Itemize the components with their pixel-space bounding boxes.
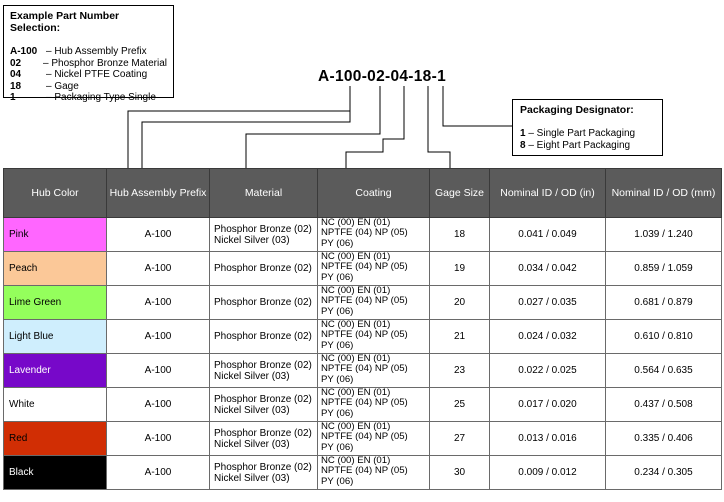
example-desc: – Phosphor Bronze Material: [43, 57, 167, 69]
example-desc: – Hub Assembly Prefix: [46, 46, 147, 57]
example-row: [10, 69, 167, 81]
id-od-mm-cell: 0.610 / 0.810: [606, 320, 722, 354]
material-cell: [210, 354, 318, 388]
example-part-number-box: [3, 5, 174, 104]
packaging-code: 8: [520, 140, 526, 151]
column-header: Hub Assembly Prefix: [107, 169, 210, 218]
table-row: [4, 456, 722, 490]
coating-line: PY (06): [321, 407, 354, 419]
connector-material: [246, 86, 380, 168]
table-row: [4, 286, 722, 320]
hub-color-cell: Lime Green: [4, 286, 107, 320]
material-line: Phosphor Bronze (02): [214, 331, 312, 342]
id-od-mm-cell: 1.039 / 1.240: [606, 218, 722, 252]
gage-cell: 30: [430, 456, 490, 490]
material-line: Phosphor Bronze (02): [214, 297, 312, 308]
example-code: 18: [10, 80, 22, 92]
coating-line: PY (06): [321, 373, 354, 385]
material-cell: [210, 320, 318, 354]
coating-line: NPTFE (04) NP (05): [321, 295, 408, 307]
material-line: Phosphor Bronze (02): [214, 461, 312, 473]
packaging-row: [520, 140, 655, 152]
table-row: [4, 422, 722, 456]
coating-cell: [318, 354, 430, 388]
coating-line: NPTFE (04) NP (05): [321, 431, 408, 443]
example-desc: – Nickel PTFE Coating: [46, 69, 148, 81]
coating-cell: [318, 422, 430, 456]
packaging-desc: – Eight Part Packaging: [525, 140, 631, 151]
example-title: Example Part Number Selection:: [10, 10, 120, 34]
coating-line: PY (06): [321, 441, 354, 453]
material-line: Phosphor Bronze (02): [214, 263, 312, 274]
id-od-in-cell: 0.041 / 0.049: [490, 218, 606, 252]
coating-cell: [318, 456, 430, 490]
coating-line: NC (00) EN (01): [321, 387, 391, 398]
example-row: [10, 92, 167, 104]
column-header: Nominal ID / OD (in): [490, 169, 606, 218]
coating-line: NPTFE (04) NP (05): [321, 261, 408, 273]
hub-spec-table: [3, 168, 722, 490]
material-cell: [210, 252, 318, 286]
prefix-cell: A-100: [107, 388, 210, 422]
coating-line: NC (00) EN (01): [321, 251, 391, 262]
table-row: [4, 354, 722, 388]
table-body: [4, 218, 722, 490]
prefix-cell: A-100: [107, 252, 210, 286]
prefix-cell: A-100: [107, 456, 210, 490]
coating-line: PY (06): [321, 305, 354, 317]
example-row: [10, 46, 167, 58]
coating-line: NC (00) EN (01): [321, 319, 391, 330]
packaging-designator-box: [512, 99, 663, 156]
table-header-row: [4, 169, 722, 218]
material-line: Phosphor Bronze (02): [214, 427, 312, 439]
id-od-in-cell: 0.017 / 0.020: [490, 388, 606, 422]
material-line: Phosphor Bronze (02): [214, 393, 312, 405]
gage-cell: 21: [430, 320, 490, 354]
id-od-in-cell: 0.022 / 0.025: [490, 354, 606, 388]
connector-gage: [428, 86, 450, 168]
id-od-mm-cell: 0.564 / 0.635: [606, 354, 722, 388]
coating-cell: [318, 218, 430, 252]
coating-line: NC (00) EN (01): [321, 421, 391, 432]
prefix-cell: A-100: [107, 354, 210, 388]
prefix-cell: A-100: [107, 422, 210, 456]
coating-line: PY (06): [321, 475, 354, 487]
coating-line: NC (00) EN (01): [321, 285, 391, 296]
prefix-cell: A-100: [107, 218, 210, 252]
id-od-in-cell: 0.024 / 0.032: [490, 320, 606, 354]
example-code: 1: [10, 92, 16, 104]
hub-color-cell: Red: [4, 422, 107, 456]
coating-line: NPTFE (04) NP (05): [321, 465, 408, 477]
example-desc: – Gage: [46, 80, 79, 92]
example-row: [10, 81, 167, 93]
column-header: Nominal ID / OD (mm): [606, 169, 722, 218]
gage-cell: 20: [430, 286, 490, 320]
material-cell: [210, 286, 318, 320]
hub-color-cell: Light Blue: [4, 320, 107, 354]
coating-line: PY (06): [321, 237, 354, 249]
coating-line: NC (00) EN (01): [321, 353, 391, 364]
id-od-mm-cell: 0.335 / 0.406: [606, 422, 722, 456]
id-od-mm-cell: 0.437 / 0.508: [606, 388, 722, 422]
id-od-mm-cell: 0.234 / 0.305: [606, 456, 722, 490]
packaging-code: 1: [520, 128, 526, 139]
material-line: Nickel Silver (03): [214, 438, 290, 450]
material-cell: [210, 456, 318, 490]
packaging-row: [520, 128, 655, 140]
example-code: 02: [10, 57, 22, 69]
id-od-in-cell: 0.034 / 0.042: [490, 252, 606, 286]
material-line: Phosphor Bronze (02): [214, 223, 312, 235]
coating-cell: [318, 320, 430, 354]
material-line: Nickel Silver (03): [214, 370, 290, 382]
example-code: A-100: [10, 46, 38, 57]
example-code: 04: [10, 69, 22, 81]
coating-line: PY (06): [321, 339, 354, 351]
table-row: [4, 320, 722, 354]
material-cell: [210, 422, 318, 456]
gage-cell: 25: [430, 388, 490, 422]
material-cell: [210, 388, 318, 422]
id-od-in-cell: 0.013 / 0.016: [490, 422, 606, 456]
hub-color-cell: White: [4, 388, 107, 422]
table-row: [4, 218, 722, 252]
example-rows: [10, 46, 167, 104]
packaging-title: Packaging Designator:: [520, 104, 634, 116]
connector-prefix-inner: [142, 111, 350, 168]
material-line: Phosphor Bronze (02): [214, 359, 312, 371]
column-header: Hub Color: [4, 169, 107, 218]
hub-color-cell: Lavender: [4, 354, 107, 388]
column-header: Coating: [318, 169, 430, 218]
connector-packaging: [443, 86, 512, 126]
id-od-mm-cell: 0.681 / 0.879: [606, 286, 722, 320]
gage-cell: 27: [430, 422, 490, 456]
table-row: [4, 252, 722, 286]
coating-cell: [318, 286, 430, 320]
material-line: Nickel Silver (03): [214, 404, 290, 416]
gage-cell: 19: [430, 252, 490, 286]
coating-cell: [318, 388, 430, 422]
coating-line: PY (06): [321, 271, 354, 283]
id-od-in-cell: 0.009 / 0.012: [490, 456, 606, 490]
coating-line: NC (00) EN (01): [321, 455, 391, 466]
example-desc: – Packaging Type Single: [46, 92, 156, 104]
coating-line: NPTFE (04) NP (05): [321, 397, 408, 409]
hub-color-cell: Pink: [4, 218, 107, 252]
coating-line: NPTFE (04) NP (05): [321, 227, 408, 239]
prefix-cell: A-100: [107, 320, 210, 354]
gage-cell: 18: [430, 218, 490, 252]
connector-coating: [346, 86, 404, 168]
hub-color-cell: Black: [4, 456, 107, 490]
packaging-rows: [520, 128, 655, 152]
id-od-in-cell: 0.027 / 0.035: [490, 286, 606, 320]
coating-line: NPTFE (04) NP (05): [321, 329, 408, 341]
column-header: Material: [210, 169, 318, 218]
hub-color-cell: Peach: [4, 252, 107, 286]
part-number: A-100-02-04-18-1: [317, 68, 446, 85]
packaging-desc: – Single Part Packaging: [525, 128, 636, 139]
prefix-cell: A-100: [107, 286, 210, 320]
material-line: Nickel Silver (03): [214, 472, 290, 484]
material-line: Nickel Silver (03): [214, 234, 290, 246]
coating-line: NC (00) EN (01): [321, 217, 391, 228]
coating-cell: [318, 252, 430, 286]
table-row: [4, 388, 722, 422]
column-header: Gage Size: [430, 169, 490, 218]
material-cell: [210, 218, 318, 252]
example-row: [10, 58, 167, 70]
id-od-mm-cell: 0.859 / 1.059: [606, 252, 722, 286]
coating-line: NPTFE (04) NP (05): [321, 363, 408, 375]
gage-cell: 23: [430, 354, 490, 388]
